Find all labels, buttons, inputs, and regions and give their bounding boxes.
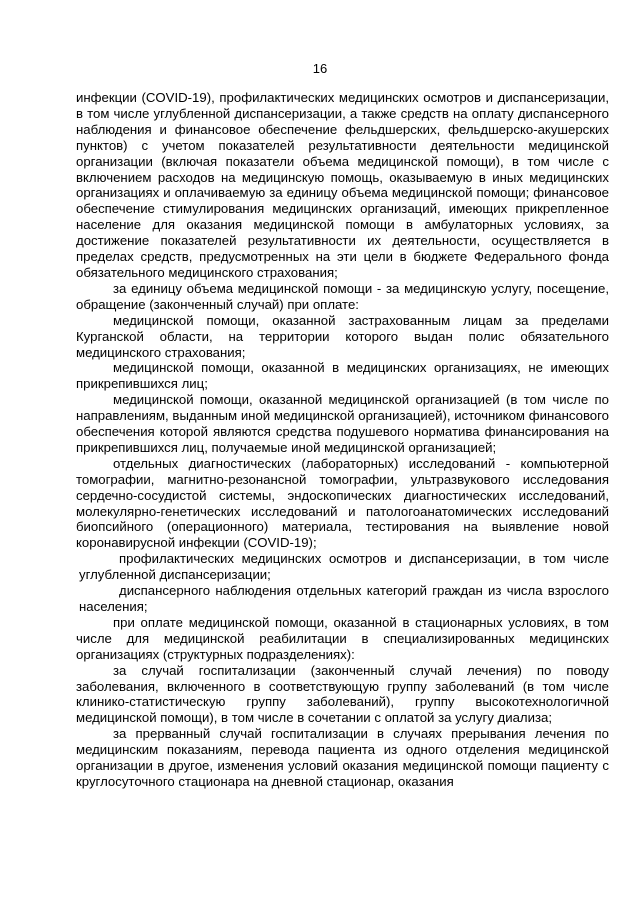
- page-number: 16: [312, 61, 328, 76]
- paragraph: медицинской помощи, оказанной застрахованным лицам за пределами Курганской области, на территории которого выдан полис обязательного медицинского страхования;: [76, 312, 609, 360]
- paragraph: отдельных диагностических (лабораторных) исследований - компьютерной томографии, магнитно-резонансной томографии, ультразвукового исследования сердечно-сосудистой системы, эндоскопических диагностических исследований, молекулярно-генетических исследований и патологоанатомических исследований биопсийного (операционного) материала, тестирования на выявление новой коронавирусной инфекции (COVID-19);: [76, 455, 609, 551]
- paragraph: диспансерного наблюдения отдельных категорий граждан из числа взрослого населения;: [79, 583, 609, 614]
- paragraph: за прерванный случай госпитализации в случаях прерывания лечения по медицинским показаниям, перевода пациента из одного отделения медицинской организации в другое, изменения условий оказания медицинской помощи пациенту с круглосуточного стационара на дневной стационар, оказания: [76, 726, 609, 789]
- paragraph: за случай госпитализации (законченный случай лечения) по поводу заболевания, включенного в соответствующую группу заболеваний (в том числе клинико-статистическую группу заболеваний), группу высокотехнологичной медицинской помощи), в том числе в сочетании с оплатой за услугу диализа;: [76, 662, 609, 726]
- paragraph: инфекции (COVID-19), профилактических медицинских осмотров и диспансеризации, в том числе углубленной диспансеризации, а также средств на оплату диспансерного наблюдения и финансовое обеспечение фельдшерских, фельдшерско-акушерских пунктов) с учетом показателей результативности деятельности медицинской организации (включая показатели объема медицинской помощи), в том числе с включением расходов на медицинскую помощь, оказываемую в иных медицинских организациях и оплачиваемую за единицу объема медицинской помощи; финансовое обеспечение стимулирования медицинских организаций, имеющих прикрепленное население для оказания медицинской помощи в амбулаторных условиях, за достижение показателей результативности их деятельности, осуществляется в пределах средств, предусмотренных на эти цели в бюджете Федерального фонда обязательного медицинского страхования;: [76, 90, 609, 280]
- paragraph: медицинской помощи, оказанной в медицинских организациях, не имеющих прикрепившихся лиц;: [76, 360, 609, 392]
- paragraph: за единицу объема медицинской помощи - за медицинскую услугу, посещение, обращение (законченный случай) при оплате:: [76, 280, 609, 312]
- paragraph: медицинской помощи, оказанной медицинской организацией (в том числе по направлениям, выданным иной медицинской организацией), источником финансового обеспечения которой являются средства подушевого норматива финансирования на прикрепившихся лиц, получаемые иной медицинской организацией;: [76, 392, 609, 455]
- document-body: [76, 90, 609, 790]
- paragraph: профилактических медицинских осмотров и диспансеризации, в том числе углубленной диспансеризации;: [79, 551, 609, 583]
- paragraph: при оплате медицинской помощи, оказанной в стационарных условиях, в том числе для медицинской реабилитации в специализированных медицинских организациях (структурных подразделениях):: [76, 614, 609, 662]
